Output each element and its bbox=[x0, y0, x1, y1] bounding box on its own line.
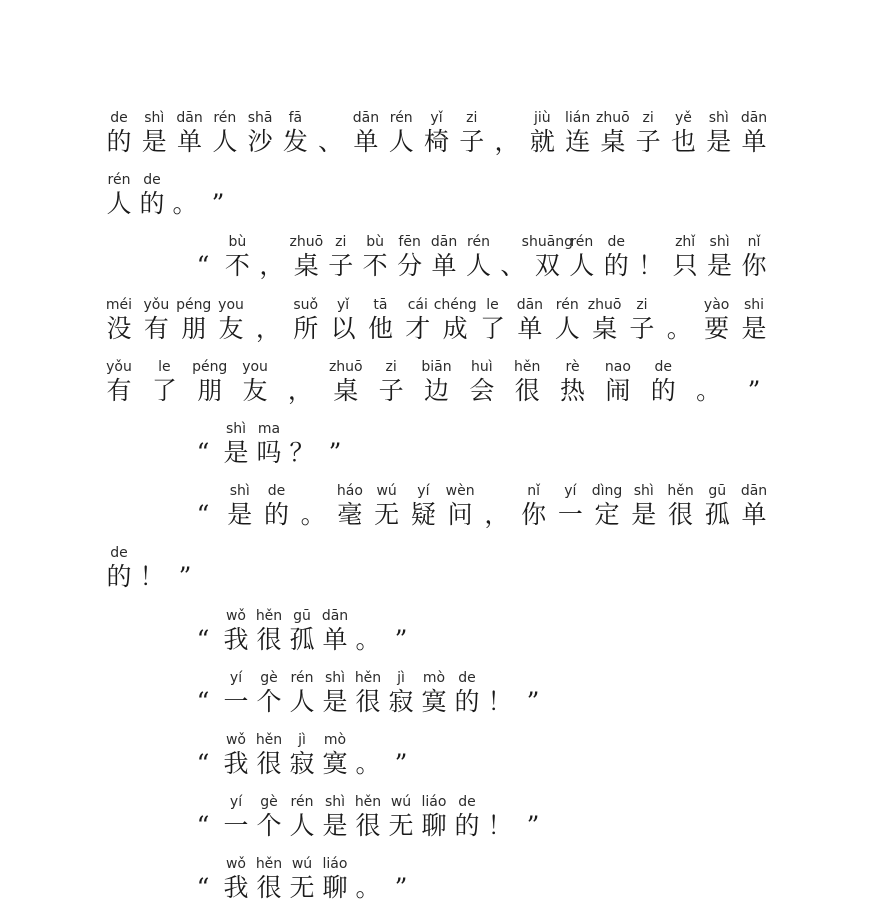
hanzi: 单 bbox=[741, 500, 767, 530]
pinyin: bù bbox=[366, 234, 385, 251]
pinyin: yě bbox=[674, 110, 692, 126]
hanzi: 很 bbox=[668, 500, 694, 530]
pinyin: you bbox=[242, 358, 268, 375]
pinyin: wú bbox=[390, 794, 412, 811]
pinyin: zhuō bbox=[289, 234, 324, 251]
pinyin: dān bbox=[430, 234, 458, 251]
ruby-unit bbox=[643, 359, 683, 419]
pinyin: shì bbox=[633, 483, 654, 500]
pinyin: shì bbox=[324, 669, 346, 686]
pinyin: dìng bbox=[591, 483, 623, 500]
punctuation: 。 bbox=[355, 624, 381, 654]
pinyin: hěn bbox=[255, 607, 283, 624]
ruby-unit bbox=[211, 297, 251, 357]
hanzi: 朋 bbox=[197, 375, 223, 405]
text-line bbox=[0, 234, 892, 294]
hanzi: 双 bbox=[534, 251, 560, 281]
pinyin: dān bbox=[176, 110, 203, 126]
hanzi: 的 bbox=[106, 127, 132, 156]
punctuation: ？ bbox=[289, 438, 315, 467]
hanzi: 桌 bbox=[333, 375, 359, 405]
ruby-unit bbox=[381, 732, 421, 792]
hanzi: 寂 bbox=[388, 686, 414, 716]
punctuation: “ bbox=[196, 686, 210, 716]
hanzi: 人 bbox=[465, 251, 491, 281]
hanzi: 是 bbox=[141, 127, 167, 156]
punctuation: 。 bbox=[696, 375, 722, 405]
pinyin: gè bbox=[260, 669, 278, 686]
hanzi: 寞 bbox=[322, 749, 348, 778]
pinyin: shì bbox=[709, 234, 730, 251]
pinyin: wǒ bbox=[225, 732, 246, 748]
hanzi: 桌 bbox=[293, 251, 319, 281]
hanzi: 发 bbox=[282, 127, 308, 156]
ruby-unit bbox=[734, 359, 774, 419]
pinyin: zhǐ bbox=[675, 234, 696, 251]
pinyin: zi bbox=[385, 358, 397, 375]
pinyin: rén bbox=[213, 110, 237, 126]
pinyin: wǒ bbox=[225, 856, 246, 873]
hanzi: 桌 bbox=[592, 313, 618, 343]
hanzi: 我 bbox=[223, 624, 249, 654]
pinyin: zi bbox=[636, 296, 648, 313]
pinyin: nǐ bbox=[527, 483, 540, 500]
ruby-unit bbox=[598, 359, 638, 419]
pinyin: de bbox=[110, 545, 128, 562]
pinyin: wèn bbox=[445, 483, 475, 500]
pinyin: hěn bbox=[255, 732, 283, 748]
pinyin: yào bbox=[703, 296, 730, 313]
text-line bbox=[0, 483, 892, 543]
hanzi: 有 bbox=[143, 313, 169, 343]
hanzi: 寞 bbox=[421, 686, 447, 716]
punctuation: ， bbox=[255, 313, 281, 343]
hanzi: 的 bbox=[139, 189, 165, 219]
hanzi: 人 bbox=[388, 127, 414, 156]
pinyin: rén bbox=[290, 669, 314, 686]
ruby-unit bbox=[513, 794, 553, 854]
ruby-unit bbox=[144, 359, 184, 419]
pinyin: gū bbox=[708, 483, 727, 500]
punctuation: ” bbox=[394, 873, 408, 903]
pinyin: háo bbox=[336, 483, 363, 500]
punctuation: “ bbox=[196, 811, 210, 841]
punctuation: 、 bbox=[318, 127, 344, 156]
ruby-unit bbox=[734, 483, 774, 543]
ruby-unit bbox=[440, 483, 480, 543]
punctuation: “ bbox=[196, 873, 210, 903]
punctuation: ” bbox=[178, 562, 192, 592]
hanzi: 连 bbox=[565, 127, 591, 156]
hanzi: 一 bbox=[223, 686, 249, 716]
hanzi: 只 bbox=[672, 251, 698, 281]
pinyin: mò bbox=[422, 669, 446, 686]
pinyin: rén bbox=[555, 296, 579, 313]
hanzi: 是 bbox=[223, 438, 249, 467]
hanzi: 才 bbox=[405, 313, 431, 343]
hanzi: 椅 bbox=[423, 127, 449, 156]
pinyin: gè bbox=[260, 794, 278, 811]
pinyin: tā bbox=[373, 296, 388, 313]
hanzi: 子 bbox=[635, 127, 661, 156]
hanzi: 无 bbox=[374, 500, 400, 530]
punctuation: “ bbox=[196, 500, 210, 530]
pinyin: yí bbox=[417, 483, 430, 500]
punctuation: ” bbox=[526, 811, 540, 841]
ruby-unit bbox=[256, 483, 296, 543]
pinyin: liáo bbox=[322, 856, 348, 873]
pinyin: shì bbox=[144, 110, 165, 126]
pinyin: jiù bbox=[534, 110, 551, 126]
text-line bbox=[0, 732, 892, 792]
pinyin: de bbox=[654, 358, 673, 375]
ruby-unit bbox=[315, 421, 355, 481]
hanzi: 单 bbox=[177, 127, 203, 156]
hanzi: 人 bbox=[212, 127, 238, 156]
pinyin: chéng bbox=[433, 296, 477, 313]
hanzi: 是 bbox=[707, 251, 733, 281]
hanzi: 你 bbox=[521, 500, 547, 530]
pinyin: de bbox=[143, 172, 161, 189]
text-line bbox=[0, 608, 892, 668]
pinyin: lián bbox=[564, 110, 591, 126]
hanzi: 定 bbox=[594, 500, 620, 530]
hanzi: 很 bbox=[355, 811, 381, 841]
hanzi: 边 bbox=[423, 375, 449, 405]
pinyin: rén bbox=[467, 234, 490, 251]
pinyin: you bbox=[218, 296, 244, 313]
ruby-unit bbox=[381, 856, 421, 916]
pinyin: zhuō bbox=[587, 296, 622, 313]
hanzi: 热 bbox=[560, 375, 586, 405]
pinyin: ma bbox=[257, 421, 281, 437]
hanzi: 也 bbox=[670, 127, 696, 156]
hanzi: 单 bbox=[517, 313, 543, 343]
punctuation: ” bbox=[328, 438, 342, 467]
hanzi: 很 bbox=[355, 686, 381, 716]
hanzi: 孤 bbox=[704, 500, 730, 530]
ruby-unit bbox=[198, 172, 238, 232]
pinyin: zi bbox=[335, 234, 347, 251]
hanzi: 很 bbox=[256, 873, 282, 903]
hanzi: 很 bbox=[514, 375, 540, 405]
pinyin: gū bbox=[293, 607, 311, 624]
pinyin: zi bbox=[466, 110, 478, 126]
hanzi: 人 bbox=[106, 189, 132, 219]
hanzi: 人 bbox=[289, 811, 315, 841]
pinyin: dān bbox=[352, 110, 380, 126]
pinyin: shì bbox=[324, 794, 346, 811]
ruby-unit bbox=[99, 359, 139, 419]
hanzi: 沙 bbox=[247, 127, 273, 156]
pinyin: rén bbox=[570, 234, 594, 251]
pinyin: huì bbox=[471, 358, 493, 375]
hanzi: 子 bbox=[378, 375, 404, 405]
pinyin: hěn bbox=[255, 856, 283, 873]
ruby-unit bbox=[235, 359, 275, 419]
pinyin: shā bbox=[247, 110, 273, 126]
ruby-unit bbox=[689, 359, 729, 419]
punctuation: ， bbox=[484, 500, 510, 530]
hanzi: 要 bbox=[704, 313, 730, 343]
pinyin: zhuō bbox=[328, 358, 363, 375]
punctuation: ！ bbox=[638, 251, 664, 281]
pinyin: bù bbox=[228, 234, 247, 251]
ruby-unit bbox=[553, 359, 593, 419]
pinyin: yí bbox=[229, 669, 243, 686]
hanzi: 的 bbox=[454, 686, 480, 716]
text-line bbox=[0, 297, 892, 357]
punctuation: 。 bbox=[666, 313, 692, 343]
hanzi: 你 bbox=[741, 251, 767, 281]
pinyin: fēn bbox=[398, 234, 421, 251]
pinyin: yí bbox=[229, 794, 243, 811]
punctuation: ！ bbox=[487, 811, 513, 841]
ruby-unit bbox=[417, 359, 457, 419]
hanzi: 桌 bbox=[600, 127, 626, 156]
hanzi: 是 bbox=[706, 127, 732, 156]
hanzi: 他 bbox=[367, 313, 393, 343]
hanzi: 疑 bbox=[410, 500, 436, 530]
hanzi: 闹 bbox=[605, 375, 631, 405]
pinyin: shi bbox=[743, 296, 765, 313]
text-line bbox=[0, 856, 892, 916]
hanzi: 聊 bbox=[421, 811, 447, 841]
hanzi: 吗 bbox=[256, 438, 282, 467]
ruby-unit bbox=[381, 608, 421, 668]
pinyin: dān bbox=[740, 110, 768, 126]
pinyin: nao bbox=[604, 358, 631, 375]
pinyin: rè bbox=[565, 358, 580, 375]
pinyin: de bbox=[607, 234, 625, 251]
hanzi: 人 bbox=[569, 251, 595, 281]
hanzi: 人 bbox=[554, 313, 580, 343]
hanzi: 问 bbox=[447, 500, 473, 530]
pinyin: shì bbox=[229, 483, 250, 500]
hanzi: 的 bbox=[263, 500, 289, 530]
ruby-unit bbox=[622, 297, 662, 357]
punctuation: 。 bbox=[355, 749, 381, 778]
hanzi: 成 bbox=[442, 313, 468, 343]
hanzi: 我 bbox=[223, 749, 249, 778]
ruby-unit bbox=[371, 359, 411, 419]
hanzi: 无 bbox=[388, 811, 414, 841]
punctuation: “ bbox=[196, 749, 210, 778]
text-line bbox=[0, 421, 892, 481]
pinyin: dān bbox=[321, 607, 349, 624]
punctuation: 、 bbox=[500, 251, 526, 281]
hanzi: 朋 bbox=[181, 313, 207, 343]
hanzi: 不 bbox=[224, 251, 250, 281]
hanzi: 的 bbox=[650, 375, 676, 405]
punctuation: ” bbox=[394, 749, 408, 778]
punctuation: ！ bbox=[487, 686, 513, 716]
punctuation: ” bbox=[394, 624, 408, 654]
ruby-unit bbox=[190, 359, 230, 419]
pinyin: de bbox=[110, 110, 128, 126]
pinyin: dān bbox=[516, 296, 544, 313]
hanzi: 友 bbox=[218, 313, 244, 343]
hanzi: 毫 bbox=[337, 500, 363, 530]
hanzi: 所 bbox=[293, 313, 319, 343]
ruby-unit bbox=[452, 110, 492, 170]
pinyin: dān bbox=[740, 483, 768, 500]
pinyin: hěn bbox=[354, 794, 382, 811]
pinyin: rén bbox=[290, 794, 314, 811]
punctuation: 。 bbox=[355, 873, 381, 903]
hanzi: 是 bbox=[741, 313, 767, 343]
hanzi: 是 bbox=[227, 500, 253, 530]
text-line bbox=[0, 172, 892, 232]
pinyin: cái bbox=[407, 296, 428, 313]
pinyin: yǐ bbox=[337, 296, 350, 313]
pinyin: shì bbox=[225, 421, 247, 437]
punctuation: “ bbox=[196, 251, 210, 281]
pinyin: jì bbox=[397, 669, 405, 686]
ruby-unit bbox=[280, 359, 320, 419]
hanzi: 没 bbox=[106, 313, 132, 343]
pinyin: hěn bbox=[667, 483, 694, 500]
pinyin: hěn bbox=[354, 669, 382, 686]
punctuation: ” bbox=[211, 189, 225, 219]
punctuation: ！ bbox=[139, 562, 165, 592]
hanzi: 孤 bbox=[289, 624, 315, 654]
pinyin: fā bbox=[288, 110, 303, 126]
pinyin: de bbox=[458, 794, 476, 811]
ruby-unit bbox=[462, 359, 502, 419]
hanzi: 友 bbox=[242, 375, 268, 405]
pinyin: shì bbox=[708, 110, 729, 126]
text-line bbox=[0, 794, 892, 854]
ruby-unit bbox=[165, 545, 205, 605]
pinyin: wú bbox=[376, 483, 397, 500]
punctuation: ” bbox=[526, 686, 540, 716]
pinyin: mò bbox=[323, 732, 347, 748]
pinyin: péng bbox=[176, 296, 212, 313]
pinyin: yǐ bbox=[430, 110, 443, 126]
punctuation: ， bbox=[287, 375, 313, 405]
hanzi: 的 bbox=[454, 811, 480, 841]
hanzi: 无 bbox=[289, 873, 315, 903]
text-line bbox=[0, 545, 892, 605]
punctuation: “ bbox=[196, 624, 210, 654]
hanzi: 子 bbox=[459, 127, 485, 156]
hanzi: 聊 bbox=[322, 873, 348, 903]
pinyin: méi bbox=[105, 296, 133, 313]
hanzi: 是 bbox=[322, 686, 348, 716]
hanzi: 寂 bbox=[289, 749, 315, 778]
text-line bbox=[0, 670, 892, 730]
hanzi: 了 bbox=[480, 313, 506, 343]
hanzi: 的 bbox=[603, 251, 629, 281]
punctuation: 。 bbox=[300, 500, 326, 530]
pinyin: yí bbox=[564, 483, 577, 500]
pinyin: de bbox=[267, 483, 286, 500]
hanzi: 以 bbox=[330, 313, 356, 343]
pinyin: nǐ bbox=[747, 234, 761, 251]
pinyin: hěn bbox=[514, 358, 541, 375]
pinyin: liáo bbox=[421, 794, 447, 811]
pinyin: yǒu bbox=[106, 358, 132, 375]
pinyin: rén bbox=[107, 172, 131, 189]
ruby-unit bbox=[734, 297, 774, 357]
pinyin: le bbox=[158, 358, 171, 375]
punctuation: ， bbox=[494, 127, 520, 156]
hanzi: 是 bbox=[631, 500, 657, 530]
pinyin: wú bbox=[291, 856, 313, 873]
hanzi: 个 bbox=[256, 811, 282, 841]
ruby-unit bbox=[326, 359, 366, 419]
ruby-unit bbox=[275, 110, 315, 170]
pinyin: zi bbox=[642, 110, 654, 126]
pinyin: zhuō bbox=[596, 110, 630, 126]
hanzi: 分 bbox=[397, 251, 423, 281]
pinyin: de bbox=[458, 669, 476, 686]
hanzi: 一 bbox=[557, 500, 583, 530]
hanzi: 单 bbox=[322, 624, 348, 654]
hanzi: 有 bbox=[106, 375, 132, 405]
pinyin: biān bbox=[421, 358, 452, 375]
pinyin: péng bbox=[192, 358, 228, 375]
hanzi: 不 bbox=[362, 251, 388, 281]
hanzi: 是 bbox=[322, 811, 348, 841]
hanzi: 子 bbox=[629, 313, 655, 343]
pinyin: yǒu bbox=[143, 296, 170, 313]
hanzi: 单 bbox=[431, 251, 457, 281]
hanzi: 我 bbox=[223, 873, 249, 903]
hanzi: 单 bbox=[741, 127, 767, 156]
ruby-unit bbox=[734, 110, 774, 170]
hanzi: 会 bbox=[469, 375, 495, 405]
hanzi: 很 bbox=[256, 624, 282, 654]
ruby-unit bbox=[507, 359, 547, 419]
pinyin: wǒ bbox=[225, 607, 246, 624]
hanzi: 就 bbox=[529, 127, 555, 156]
text-line bbox=[0, 110, 892, 170]
text-line bbox=[0, 359, 892, 419]
hanzi: 的 bbox=[106, 562, 132, 592]
hanzi: 子 bbox=[328, 251, 354, 281]
punctuation: 。 bbox=[172, 189, 198, 219]
punctuation: ” bbox=[747, 375, 761, 405]
hanzi: 一 bbox=[223, 811, 249, 841]
ruby-unit bbox=[513, 670, 553, 730]
pinyin: shuāng bbox=[521, 234, 574, 251]
punctuation: “ bbox=[196, 438, 210, 467]
punctuation: ， bbox=[259, 251, 285, 281]
hanzi: 单 bbox=[353, 127, 379, 156]
hanzi: 了 bbox=[151, 375, 177, 405]
hanzi: 人 bbox=[289, 686, 315, 716]
pinyin: le bbox=[486, 296, 499, 313]
pinyin: rén bbox=[389, 110, 413, 126]
pinyin: jì bbox=[298, 732, 306, 748]
pinyin: suǒ bbox=[293, 296, 319, 313]
hanzi: 很 bbox=[256, 749, 282, 778]
hanzi: 个 bbox=[256, 686, 282, 716]
ruby-unit bbox=[734, 234, 774, 294]
